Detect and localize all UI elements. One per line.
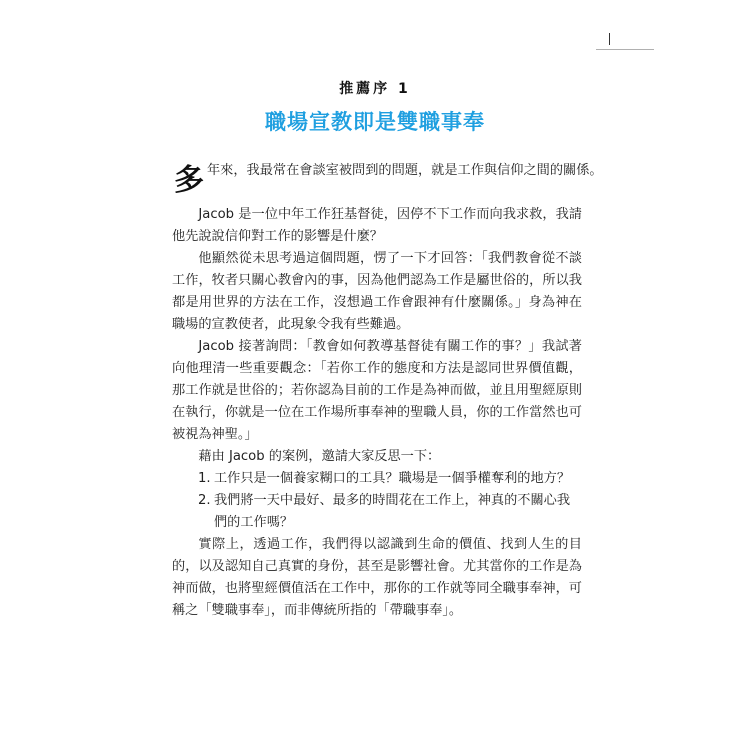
list-item-text: 我們將一天中最好、最多的時間花在工作上，神真的不關心我們的工作嗎？	[214, 493, 571, 530]
paragraph: 藉由 Jacob 的案例，邀請大家反思一下：	[198, 449, 441, 464]
first-paragraph	[172, 160, 603, 204]
paragraph: 他顯然從未思考過這個問題，愣了一下才回答：「我們教會從不談工作，牧者只關心教會內的事，因為他們認為工作是屬世俗的，所以我都是用世界的方法在工作，沒想過工作會跟神有什麼關係。」身為神在職場的宣教使者，此現象令我有些難過。	[172, 251, 582, 332]
list-item	[172, 490, 582, 534]
body-text	[172, 160, 603, 622]
page-number-mark	[609, 33, 610, 45]
list-item-text: 工作只是一個養家糊口的工具？職場是一個爭權奪利的地方？	[214, 471, 571, 486]
first-paragraph-text: 年來，我最常在會談室被問到的問題，就是工作與信仰之間的關係。	[207, 163, 603, 178]
header-rule	[596, 49, 654, 50]
list-number: 1.	[198, 471, 211, 486]
paragraph: Jacob 接著詢問：「教會如何教導基督徒有關工作的事？」我試著向他理清一些重要觀念：「若你工作的態度和方法是認同世界價值觀，那工作就是世俗的；若你認為目前的工作是為神而做，並且用聖經原則在執行，你就是一位在工作場所事奉神的聖職人員，你的工作當然也可被視為神聖。」	[172, 339, 582, 442]
chapter-title: 職場宣教即是雙職事奉	[265, 110, 485, 134]
preface-label: 推薦序 1	[339, 81, 411, 97]
paragraph: 實際上，透過工作，我們得以認識到生命的價值、找到人生的目的，以及認知自己真實的身份，甚至是影響社會。尤其當你的工作是為神而做，也將聖經價值活在工作中，那你的工作就等同全職事奉神，可稱之「雙職事奉」，而非傳統所指的「帶職事奉」。	[172, 537, 582, 618]
list-number: 2.	[198, 493, 211, 508]
drop-cap: 多	[174, 163, 204, 198]
list-item	[172, 468, 582, 490]
paragraph: Jacob 是一位中年工作狂基督徒，因停不下工作而向我求救，我請他先說說信仰對工作的影響是什麼？	[172, 207, 582, 244]
